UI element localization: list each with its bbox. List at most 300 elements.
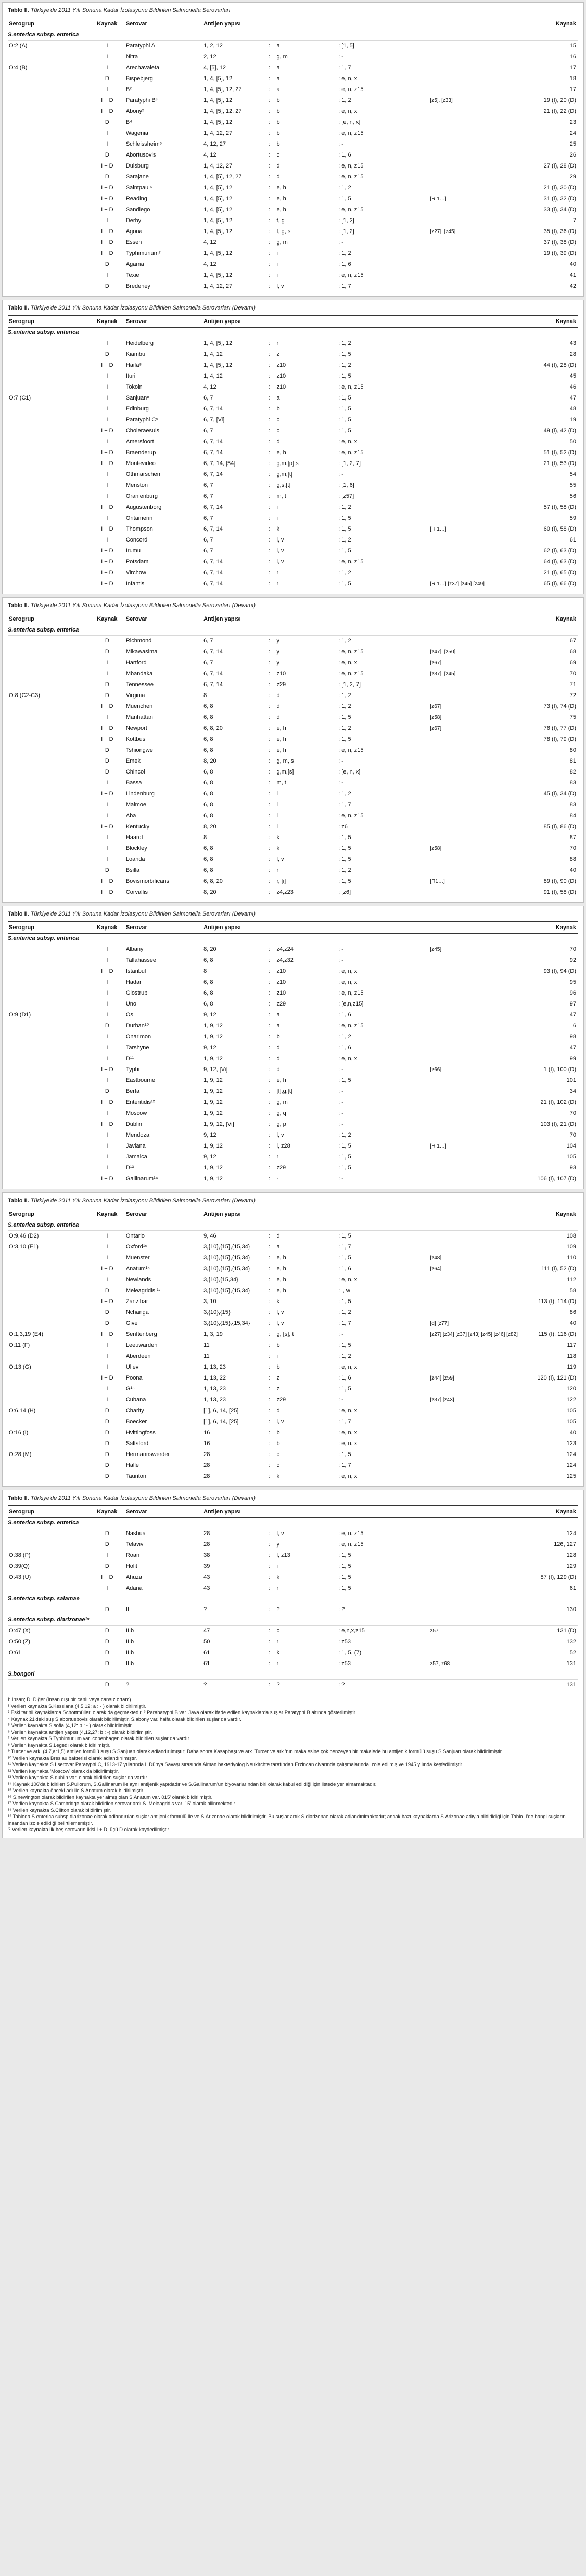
o-antigen-cell: 1, 4, [5], 12 bbox=[203, 196, 233, 202]
h2-antigen-cell bbox=[338, 1429, 430, 1437]
table-block bbox=[2, 1192, 584, 1487]
table-block bbox=[2, 906, 584, 1189]
table-row bbox=[8, 73, 578, 84]
source-cell: I + D bbox=[101, 570, 113, 576]
footnote: ¹⁶ S.newington olarak bildirilen kaynakta yer almış olan S.Anatum var. 015' olarak bildirilmiştir. bbox=[8, 1794, 213, 1800]
h2-antigen-cell bbox=[338, 130, 430, 137]
source-cell: I + D bbox=[101, 460, 113, 467]
serovar-cell: Gallinarum¹⁴ bbox=[125, 1176, 158, 1182]
colon-separator: : bbox=[269, 813, 271, 819]
colon-separator: : bbox=[338, 1440, 342, 1447]
section-title: S.enterica subsp. enterica bbox=[8, 30, 578, 41]
h2-antigen-cell bbox=[338, 989, 430, 997]
serovar-cell: Newport bbox=[125, 725, 147, 731]
table-row bbox=[8, 237, 578, 248]
colon-separator: : bbox=[269, 1650, 271, 1656]
source-cell: D bbox=[105, 1451, 109, 1458]
table-row bbox=[8, 248, 578, 259]
header-reference: Kaynak bbox=[555, 21, 577, 27]
h2-antigen-cell bbox=[338, 1462, 430, 1470]
source-cell: I bbox=[106, 979, 108, 985]
footnote: ¹² Verilen kaynakta 'Moscow' olarak da bildirilmiştir. bbox=[8, 1768, 119, 1774]
h1-antigen-cell: l, v bbox=[276, 856, 284, 862]
reference-cell: 26 bbox=[569, 152, 577, 158]
source-cell: D bbox=[105, 261, 109, 267]
table-row bbox=[8, 215, 578, 226]
table-row bbox=[8, 1329, 578, 1340]
reference-cell: 101 bbox=[566, 1077, 577, 1084]
colon-separator: : bbox=[269, 108, 271, 114]
h1-antigen-cell: r bbox=[276, 1660, 279, 1667]
colon-separator: : bbox=[338, 239, 342, 246]
h1-antigen-cell: r bbox=[276, 570, 279, 576]
o-antigen-cell: 61 bbox=[203, 1660, 210, 1667]
serovar-cell: Haardt bbox=[125, 834, 143, 841]
h1-antigen-cell: a bbox=[276, 86, 280, 93]
o-antigen-cell: 16 bbox=[203, 1440, 210, 1447]
o-antigen-cell: 28 bbox=[203, 1451, 210, 1458]
reference-cell: 50 bbox=[569, 439, 577, 445]
o-antigen-cell: 6, 7, 14 bbox=[203, 526, 223, 532]
h1-antigen-cell: [f],g,[t] bbox=[276, 1088, 293, 1094]
h1-antigen-cell: i bbox=[276, 823, 278, 830]
h1-antigen-cell: e, h bbox=[276, 196, 286, 202]
serovar-cell: Virchow bbox=[125, 570, 146, 576]
o-antigen-cell: 9, 12 bbox=[203, 1012, 216, 1018]
h2-antigen-cell bbox=[338, 184, 430, 192]
h2-value: e, n, z15 bbox=[341, 671, 364, 677]
serovar-cell: Oritamerin bbox=[125, 515, 153, 521]
table-caption bbox=[8, 601, 578, 613]
colon-separator: : bbox=[338, 119, 342, 125]
h2-antigen-cell bbox=[338, 340, 430, 347]
reference-cell: 126, 127 bbox=[554, 1541, 577, 1548]
colon-separator: : bbox=[338, 714, 342, 720]
reference-cell: 115 (I), 116 (D) bbox=[538, 1331, 577, 1337]
serovar-cell: Reading bbox=[125, 196, 147, 202]
table-row bbox=[8, 84, 578, 95]
colon-separator: : bbox=[338, 1298, 342, 1305]
o-antigen-cell: 8 bbox=[203, 692, 207, 699]
colon-separator: : bbox=[269, 130, 271, 136]
o-antigen-cell: 6, 8 bbox=[203, 845, 213, 852]
source-cell: I bbox=[106, 834, 108, 841]
table-row bbox=[8, 436, 578, 447]
colon-separator: : bbox=[338, 373, 342, 379]
h1-antigen-cell: b bbox=[276, 1034, 280, 1040]
h2-value: 1, 2 bbox=[341, 504, 351, 510]
reference-cell: 87 (I), 129 (D) bbox=[540, 1574, 577, 1580]
table-row bbox=[8, 95, 578, 106]
colon-separator: : bbox=[269, 1408, 271, 1414]
colon-separator: : bbox=[269, 428, 271, 434]
h2-value: e, n, z15 bbox=[341, 1530, 364, 1537]
h1-antigen-cell: b bbox=[276, 1342, 280, 1348]
phase-note-cell bbox=[430, 670, 521, 678]
h2-value: 1, 5 bbox=[341, 1298, 351, 1305]
reference-cell: 34 bbox=[569, 1088, 577, 1094]
h2-value: 1, 2 bbox=[341, 791, 351, 797]
h2-antigen-cell bbox=[338, 1418, 430, 1426]
footnote: ¹⁷ Verilen kaynakta S.Cambridge olarak bildirilen serovar ardı S. Meleagridis var. 15' olarak bilinmektedir. bbox=[8, 1801, 236, 1807]
h1-antigen-cell: l, v bbox=[276, 1309, 284, 1316]
o-antigen-cell: 6, 7 bbox=[203, 548, 213, 554]
h2-antigen-cell bbox=[338, 162, 430, 170]
colon-separator: : bbox=[338, 671, 342, 677]
colon-separator: : bbox=[338, 1331, 342, 1337]
o-antigen-cell: 4, 12, 27 bbox=[203, 141, 226, 147]
o-antigen-cell: 39 bbox=[203, 1563, 210, 1569]
serovar-cell: B² bbox=[125, 86, 132, 93]
h2-value: 1, 5 bbox=[341, 196, 351, 202]
header-source: Kaynak bbox=[97, 21, 118, 27]
source-cell: D bbox=[105, 1563, 109, 1569]
h1-antigen-cell: g, m bbox=[276, 1099, 288, 1105]
o-antigen-cell: 1, 4, 12 bbox=[203, 373, 223, 379]
h2-value: [1, 2, 7] bbox=[341, 681, 361, 688]
h2-antigen-cell bbox=[338, 1276, 430, 1284]
serovar-cell: Tallahassee bbox=[125, 957, 156, 963]
table-row bbox=[8, 106, 578, 117]
source-cell: D bbox=[105, 681, 109, 688]
serovar-cell: Os bbox=[125, 1012, 133, 1018]
reference-cell: 56 bbox=[569, 493, 577, 499]
colon-separator: : bbox=[269, 1563, 271, 1569]
colon-separator: : bbox=[338, 482, 342, 488]
source-cell: I + D bbox=[101, 362, 113, 368]
colon-separator: : bbox=[338, 1077, 342, 1084]
colon-separator: : bbox=[338, 1541, 342, 1548]
table-header bbox=[8, 1506, 578, 1518]
table-row bbox=[8, 1097, 578, 1108]
serogroup-cell: O:8 (C2-C3) bbox=[9, 692, 40, 699]
h2-value: [1, 6] bbox=[341, 482, 354, 488]
reference-cell: 131 bbox=[566, 1682, 577, 1688]
caption-prefix: Tablo II. bbox=[8, 911, 29, 917]
colon-separator: : bbox=[269, 1001, 271, 1007]
colon-separator: : bbox=[269, 1606, 271, 1613]
h2-antigen-cell bbox=[338, 569, 430, 577]
table-row bbox=[8, 668, 578, 679]
source-cell: D bbox=[105, 1660, 109, 1667]
header-spacer bbox=[338, 318, 430, 326]
colon-separator: : bbox=[269, 526, 271, 532]
h2-value: [e, n, x] bbox=[341, 769, 361, 775]
reference-cell: 16 bbox=[569, 54, 577, 60]
colon-separator: : bbox=[269, 1154, 271, 1160]
serogroup-cell: O:2 (A) bbox=[9, 43, 28, 49]
serovar-cell: Concord bbox=[125, 537, 148, 543]
header-spacer bbox=[338, 1508, 430, 1516]
o-antigen-cell: 6, 7, 14 bbox=[203, 570, 223, 576]
colon-separator: : bbox=[269, 1088, 271, 1094]
colon-separator: : bbox=[338, 1628, 342, 1634]
h2-value: [1, 2] bbox=[341, 217, 354, 224]
phase-value: [R1…] bbox=[430, 879, 445, 884]
table-row bbox=[8, 491, 578, 502]
h2-value: 1, 5 bbox=[341, 428, 351, 434]
reference-cell: 132 bbox=[566, 1639, 577, 1645]
serovar-cell: Hermannswerder bbox=[125, 1451, 170, 1458]
colon-separator: : bbox=[338, 384, 342, 390]
serovar-cell: Kiambu bbox=[125, 351, 146, 357]
source-cell: I bbox=[106, 1397, 108, 1403]
source-cell: D bbox=[105, 1650, 109, 1656]
colon-separator: : bbox=[338, 515, 342, 521]
colon-separator: : bbox=[269, 559, 271, 565]
serovar-cell: Typhimurium⁷ bbox=[125, 250, 161, 256]
colon-separator: : bbox=[338, 228, 342, 235]
colon-separator: : bbox=[269, 1233, 271, 1239]
colon-separator: : bbox=[338, 185, 342, 191]
h2-antigen-cell bbox=[338, 261, 430, 268]
h2-antigen-cell bbox=[338, 405, 430, 413]
h2-antigen-cell bbox=[338, 878, 430, 885]
o-antigen-cell: 1, 13, 22 bbox=[203, 1375, 226, 1381]
h1-antigen-cell: g, [s], t bbox=[276, 1331, 294, 1337]
caption-title: Türkiye'de 2011 Yılı Sonuna Kadar İzolasyonu Bildirilen Salmonella Serovarları (Devamı) bbox=[30, 1495, 256, 1501]
reference-cell: 68 bbox=[569, 649, 577, 655]
o-antigen-cell: 6, 8 bbox=[203, 990, 213, 996]
colon-separator: : bbox=[338, 802, 342, 808]
source-cell: I + D bbox=[101, 449, 113, 456]
serogroup-cell: O:39(Q) bbox=[9, 1563, 30, 1569]
colon-separator: : bbox=[338, 97, 342, 104]
h1-antigen-cell: l, z13 bbox=[276, 1552, 290, 1559]
h2-value: 1, 5 bbox=[341, 1451, 351, 1458]
h1-antigen-cell: z29 bbox=[276, 1165, 286, 1171]
table-row bbox=[8, 458, 578, 469]
colon-separator: : bbox=[338, 1650, 342, 1656]
h1-antigen-cell: e, h bbox=[276, 185, 286, 191]
source-cell: I bbox=[106, 671, 108, 677]
colon-separator: : bbox=[338, 1364, 342, 1370]
serovar-cell: Bsilla bbox=[125, 867, 140, 873]
serogroup-cell: O:3,10 (E1) bbox=[9, 1244, 39, 1250]
table-row bbox=[8, 1119, 578, 1130]
h2-value: e, n, x bbox=[341, 1364, 358, 1370]
colon-separator: : bbox=[338, 834, 342, 841]
o-antigen-cell: 1, 4, 12, 27 bbox=[203, 283, 233, 289]
reference-cell: 62 (I), 63 (D) bbox=[543, 548, 577, 554]
h2-antigen-cell bbox=[338, 1440, 430, 1448]
h2-value: e, n, z15 bbox=[341, 163, 364, 169]
reference-cell: 70 bbox=[569, 671, 577, 677]
h1-antigen-cell: i bbox=[276, 261, 278, 267]
table-row bbox=[8, 1032, 578, 1042]
table-row bbox=[8, 393, 578, 404]
table-row bbox=[8, 447, 578, 458]
colon-separator: : bbox=[269, 1660, 271, 1667]
serogroup-cell: O:11 (F) bbox=[9, 1342, 30, 1348]
reference-cell: 69 bbox=[569, 660, 577, 666]
table-row bbox=[8, 1460, 578, 1471]
colon-separator: : bbox=[269, 758, 271, 764]
serovar-cell: Typhi bbox=[125, 1066, 140, 1073]
h1-antigen-cell: z10 bbox=[276, 671, 286, 677]
reference-cell: 33 (I), 34 (D) bbox=[543, 207, 577, 213]
serovar-cell: Nchanga bbox=[125, 1309, 149, 1316]
reference-cell: 21 (I), 53 (D) bbox=[543, 460, 577, 467]
h2-value: 1, 5 bbox=[341, 1342, 351, 1348]
table-row bbox=[8, 1174, 578, 1184]
source-cell: I bbox=[106, 130, 108, 136]
serovar-cell: Ahuza bbox=[125, 1574, 143, 1580]
colon-separator: : bbox=[338, 559, 342, 565]
serovar-cell: Malmoe bbox=[125, 802, 146, 808]
table-row bbox=[8, 876, 578, 887]
h2-value: 1, 5 bbox=[341, 526, 351, 532]
h2-value: 1, 5 bbox=[341, 1165, 351, 1171]
h2-antigen-cell bbox=[338, 1055, 430, 1063]
serovar-cell: Charity bbox=[125, 1408, 144, 1414]
h2-antigen-cell bbox=[338, 1120, 430, 1128]
reference-cell: 108 bbox=[566, 1233, 577, 1239]
colon-separator: : bbox=[269, 1628, 271, 1634]
h1-antigen-cell: d bbox=[276, 703, 280, 710]
colon-separator: : bbox=[338, 1386, 342, 1392]
o-antigen-cell: 6, 7, 14 bbox=[203, 449, 223, 456]
serovar-cell: Berta bbox=[125, 1088, 140, 1094]
o-antigen-cell: 1, 4, [5], 12 bbox=[203, 228, 233, 235]
table-row bbox=[8, 1108, 578, 1119]
h2-antigen-cell bbox=[338, 1385, 430, 1393]
table-caption bbox=[8, 1196, 578, 1208]
o-antigen-cell: 28 bbox=[203, 1541, 210, 1548]
o-antigen-cell: 3,{10},{15},{15,34} bbox=[203, 1320, 250, 1326]
h2-antigen-cell bbox=[338, 790, 430, 798]
source-cell: I + D bbox=[101, 228, 113, 235]
h1-antigen-cell: g,m,[p],s bbox=[276, 460, 299, 467]
phase-value: [d] [z77] bbox=[430, 1321, 449, 1326]
h2-value: 1, 5 bbox=[341, 351, 351, 357]
colon-separator: : bbox=[269, 1574, 271, 1580]
o-antigen-cell: 4, [5], 12 bbox=[203, 65, 226, 71]
serovar-cell: G¹⁸ bbox=[125, 1386, 135, 1392]
o-antigen-cell: 8 bbox=[203, 968, 207, 974]
source-cell: I + D bbox=[101, 526, 113, 532]
o-antigen-cell: [1], 6, 14, [25] bbox=[203, 1408, 239, 1414]
h1-antigen-cell: l, z28 bbox=[276, 1143, 290, 1149]
reference-cell: 89 (I), 90 (D) bbox=[543, 878, 577, 884]
serovar-cell: Meleagridis ¹⁷ bbox=[125, 1287, 161, 1294]
colon-separator: : bbox=[338, 946, 342, 952]
header-serogroup: Serogrup bbox=[9, 924, 34, 931]
h2-value: 1, 2 bbox=[341, 537, 351, 543]
h2-antigen-cell bbox=[338, 1407, 430, 1415]
serogroup-cell: O:9,46 (D2) bbox=[9, 1233, 39, 1239]
o-antigen-cell: 43 bbox=[203, 1574, 210, 1580]
table-row bbox=[8, 259, 578, 270]
section-title: S.enterica subsp. enterica bbox=[8, 1220, 578, 1231]
o-antigen-cell: 6, 7, [Vi] bbox=[203, 417, 225, 423]
serovar-cell: Wagenia bbox=[125, 130, 148, 136]
colon-separator: : bbox=[269, 1132, 271, 1138]
h2-antigen-cell bbox=[338, 471, 430, 479]
header-spacer bbox=[262, 615, 276, 623]
serovar-cell: Hartford bbox=[125, 660, 147, 666]
h2-antigen-cell bbox=[338, 514, 430, 522]
serovar-cell: Paratyphi A bbox=[125, 43, 156, 49]
h1-antigen-cell: e, h bbox=[276, 1255, 286, 1261]
h2-value: [1, 2] bbox=[341, 228, 354, 235]
h1-antigen-cell: d bbox=[276, 714, 280, 720]
colon-separator: : bbox=[269, 1682, 271, 1688]
colon-separator: : bbox=[269, 207, 271, 213]
colon-separator: : bbox=[338, 1552, 342, 1559]
h1-antigen-cell: i bbox=[276, 504, 278, 510]
h1-antigen-cell: r bbox=[276, 581, 279, 587]
table-row bbox=[8, 150, 578, 161]
caption-title: Türkiye'de 2011 Yılı Sonuna Kadar İzolasyonu Bildirilen Salmonella Serovarları bbox=[30, 7, 231, 14]
h1-antigen-cell: c bbox=[276, 428, 279, 434]
footnote: ¹³ Verilen kaynakta S.dublin var. olarak bildirilen suşlar da vardır. bbox=[8, 1775, 148, 1781]
h2-antigen-cell bbox=[338, 725, 430, 732]
colon-separator: : bbox=[269, 747, 271, 753]
o-antigen-cell: 6, 8 bbox=[203, 957, 213, 963]
header-serogroup: Serogrup bbox=[9, 616, 34, 622]
serogroup-cell: O:43 (U) bbox=[9, 1574, 31, 1580]
reference-cell: 37 (I), 38 (D) bbox=[543, 239, 577, 246]
serovar-cell: IIIb bbox=[125, 1628, 134, 1634]
source-cell: D bbox=[105, 1309, 109, 1316]
serovar-cell: Hadar bbox=[125, 979, 142, 985]
serovar-cell: D¹³ bbox=[125, 1165, 134, 1171]
serovar-cell: Anatum¹⁶ bbox=[125, 1266, 150, 1272]
h1-antigen-cell: c bbox=[276, 1628, 279, 1634]
colon-separator: : bbox=[269, 1143, 271, 1149]
h1-antigen-cell: k bbox=[276, 1298, 279, 1305]
h1-antigen-cell: c bbox=[276, 1451, 279, 1458]
reference-cell: 43 bbox=[569, 340, 577, 346]
colon-separator: : bbox=[338, 86, 342, 93]
colon-separator: : bbox=[269, 714, 271, 720]
source-cell: D bbox=[105, 75, 109, 82]
colon-separator: : bbox=[269, 261, 271, 267]
reference-cell: 40 bbox=[569, 1320, 577, 1326]
header-serogroup: Serogrup bbox=[9, 318, 34, 325]
h1-antigen-cell: b bbox=[276, 406, 280, 412]
header-reference: Kaynak bbox=[555, 924, 577, 931]
o-antigen-cell: 16 bbox=[203, 1429, 210, 1436]
h2-antigen-cell bbox=[338, 1022, 430, 1030]
h2-antigen-cell bbox=[338, 670, 430, 678]
reference-cell: 98 bbox=[569, 1034, 577, 1040]
h2-value: 1, 5 bbox=[341, 856, 351, 862]
h2-antigen-cell bbox=[338, 714, 430, 722]
colon-separator: : bbox=[338, 493, 342, 499]
table-row bbox=[8, 701, 578, 712]
h2-antigen-cell bbox=[338, 1088, 430, 1096]
serovar-cell: Javiana bbox=[125, 1143, 146, 1149]
reference-cell: 61 bbox=[569, 537, 577, 543]
phase-note-cell bbox=[430, 1320, 521, 1328]
reference-cell: 119 bbox=[567, 1364, 577, 1370]
colon-separator: : bbox=[338, 362, 342, 368]
colon-separator: : bbox=[269, 1255, 271, 1261]
h2-value: ? bbox=[341, 1606, 345, 1613]
reference-cell: 71 bbox=[569, 681, 577, 688]
h2-antigen-cell bbox=[338, 1153, 430, 1161]
source-cell: D bbox=[105, 1320, 109, 1326]
reference-cell: 49 (I), 42 (D) bbox=[543, 428, 577, 434]
serovar-cell: Bassa bbox=[125, 780, 142, 786]
table-row bbox=[8, 426, 578, 436]
table-block bbox=[2, 300, 584, 594]
header-serogroup: Serogrup bbox=[9, 21, 34, 27]
reference-cell: 92 bbox=[569, 957, 577, 963]
colon-separator: : bbox=[269, 152, 271, 158]
